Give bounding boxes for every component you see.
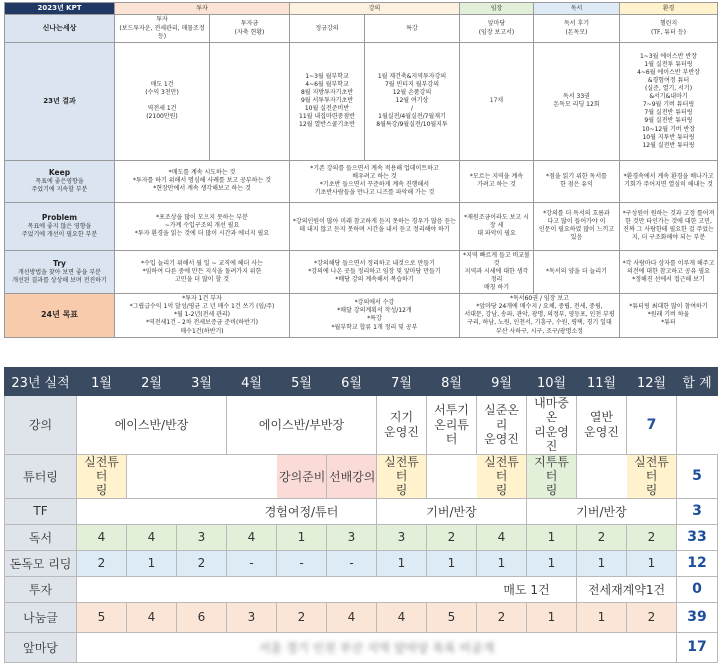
perf-month: 8월 [427, 368, 477, 396]
kpt-table [4, 2, 717, 335]
sharing-cell: 2 [627, 602, 677, 632]
tutoring-empty [577, 454, 627, 498]
reading-cell: 1 [277, 524, 327, 550]
row-label-sharing: 나눔글 [5, 602, 77, 632]
sharing-cell: 2 [477, 602, 527, 632]
kpt-keep-label [5, 160, 115, 202]
sharing-cell: 3 [227, 602, 277, 632]
perf-month: 2월 [127, 368, 177, 396]
kpt-try-env: *각 사람마다 상자를 이루게 해주고 의견에 대한 참고하고 공유 필요 *정해진 선에서 접근해 보기 [620, 250, 718, 293]
sharing-cell: 6 [177, 602, 227, 632]
kpt-goal-env: *튜터링 최대한 많이 참여하기 *원래 기버 하울 *튜터 [620, 294, 718, 337]
tf-empty [77, 498, 227, 524]
dondokmo-cell: - [277, 550, 327, 576]
kpt-problem-title: Problem [41, 213, 78, 223]
kpt-try-title: Try [53, 258, 66, 268]
kpt-keep-reading: *점을 읽기 위한 독서를 한 점은 유익 [534, 160, 620, 202]
kpt-result-challenge: 1~3월 에이스반 반장 1월 실전투 튜터링 4~6월 에이스반 부반장 &경험여정 튜터 (실준, 열기, 서기) &서기&내마기 7~9월 기버 튜터링 7월 실전반 튜터링 9월 실전반 튜터링 10~12월 기버 반장 10월 지투반 튜터링 12월 실전반 튜터링 [620, 42, 718, 160]
kpt-group-invest: 투자 [115, 3, 290, 15]
perf-corner: 23년 실적 [5, 368, 77, 396]
reading-total: 33 [677, 524, 718, 550]
kpt-group-place: 임장 [460, 3, 534, 15]
dondokmo-cell: 1 [527, 550, 577, 576]
reading-cell: 3 [177, 524, 227, 550]
tf-experience: 경험여정/튜터 [227, 498, 377, 524]
kpt-try-reading: *독서의 양을 더 늘리기 [534, 250, 620, 293]
kpt-try-desc: 개선방법을 찾아 보면 좋을 부분 개선된 결과를 상상해 보며 전진하기 [12, 268, 107, 285]
kpt-sub-place: 앞마당 (임장 보고서) [460, 15, 534, 42]
tf-giver-1: 기버/반장 [377, 498, 527, 524]
kpt-corner: 2023년 KPT [5, 3, 115, 15]
tutoring-total: 5 [677, 454, 718, 498]
dondokmo-cell: 2 [77, 550, 127, 576]
kpt-group-reading: 독서 [534, 3, 620, 15]
tutoring-empty [127, 454, 277, 498]
kpt-problem-desc: 목표에 좋지 않은 영향을 주었기에 개선이 필요한 부분 [21, 223, 98, 239]
kpt-result-place: 17채 [460, 42, 534, 160]
perf-month: 7월 [377, 368, 427, 396]
sharing-cell: 1 [527, 602, 577, 632]
invest-sale: 매도 1건 [477, 576, 577, 602]
kpt-result-special: 1월 재건축&지역투자강의 7월 빈티지 월부강의 12월 손품강의 12월 여기상 / 1월실전/4월실전/7월재기 8월특강/9월실전/10월지투 [365, 42, 460, 160]
perf-month: 4월 [227, 368, 277, 396]
tutoring-jul: 실전튜터 링 [377, 454, 427, 498]
kpt-problem-place: *재원조금이라도 보고 시장 세 대 파악이 필요 [460, 202, 534, 250]
kpt-keep-lecture: *기존 강의를 들으면서 계속 적용해 업데이트하고 배우려고 하는 것 *기초반 들으면서 꾸준하게 계속 진행해서 기초반사람들을 만나고 니즈를 파악해 가는 것 [290, 160, 460, 202]
kpt-goal-invest: *투자 1건 부자 *그립급수익 1억 달성/평균 고 년 매수 1건 쓰기 (임/주) *월 1-2년(전세 관리) *역전세1건 - 2차 전세보증금 준비(하반기) 매수1건(하반기) [115, 294, 290, 337]
sharing-cell: 4 [327, 602, 377, 632]
reading-cell: 1 [527, 524, 577, 550]
reading-cell: 3 [327, 524, 377, 550]
reading-cell: 2 [627, 524, 677, 550]
row-label-invest: 투자 [5, 576, 77, 602]
lecture-ace-subleader: 에이스반/부반장 [227, 396, 377, 455]
kpt-keep-desc: 목표에 좋은영향을 주었기에 지속할 부분 [31, 178, 88, 194]
dondokmo-cell: - [227, 550, 277, 576]
sharing-cell: 2 [277, 602, 327, 632]
kpt-keep-place: *모르는 지역을 계속 가려고 하는 것 [460, 160, 534, 202]
lecture-ace-leader: 에이스반/반장 [77, 396, 227, 455]
kpt-keep-env: *환경속에서 계속 환경을 배나가고 기회가 주어지면 열심히 해내는 것 [620, 160, 718, 202]
lecture-naema-staff: 내마중온 리운영진 [527, 396, 577, 455]
reading-cell: 4 [77, 524, 127, 550]
kpt-result-fund [210, 42, 290, 160]
kpt-keep-title: Keep [48, 168, 71, 178]
kpt-sub-reading: 독서 후기 (돈독모) [534, 15, 620, 42]
lecture-total: 7 [627, 396, 677, 455]
row-label-dondokmo: 돈독모 리딩 [5, 550, 77, 576]
tutoring-jan: 실전튜터 링 [77, 454, 127, 498]
kpt-result-reading: 독서 33권 돈독모 리딩 12회 [534, 42, 620, 160]
perf-month: 3월 [177, 368, 227, 396]
dondokmo-total: 12 [677, 550, 718, 576]
performance-table [4, 367, 717, 656]
sharing-cell: 5 [77, 602, 127, 632]
reading-cell: 4 [477, 524, 527, 550]
sharing-cell: 4 [377, 602, 427, 632]
row-label-frontyard: 앞마당 [5, 632, 77, 662]
kpt-goal-lecture: *강의에서 수강 *매달 강의계획서 작성/12개 *특강 *월부학교 합류 1개 정리 및 공부 [290, 294, 460, 337]
kpt-sub-special: 특강 [365, 15, 460, 42]
reading-cell: 3 [377, 524, 427, 550]
dondokmo-cell: 1 [377, 550, 427, 576]
sharing-cell: 5 [427, 602, 477, 632]
invest-renewal: 전세재계약1건 [577, 576, 677, 602]
perf-month: 5월 [277, 368, 327, 396]
perf-month: 11월 [577, 368, 627, 396]
kpt-result-regular: 1~3월 월부학교 4~6월 월부학교 8월 지방투자기초반 9월 서투투자기초반 10월 실전준비반 11월 내집마련중점반 12월 열반스쿨기초반 [290, 42, 365, 160]
kpt-try-lecture: *강의해당 들으면서 정리하고 내것으로 만들기 *강의에 나온 곳들 정리하고 임장 및 앞마당 만들기 *배당 강의 계속해서 복습하기 [290, 250, 460, 293]
perf-month: 12월 [627, 368, 677, 396]
invest-empty [77, 576, 477, 602]
dondokmo-cell: - [327, 550, 377, 576]
reading-cell: 4 [127, 524, 177, 550]
dondokmo-cell: 2 [177, 550, 227, 576]
lecture-jigi-staff: 지기 운영진 [377, 396, 427, 455]
kpt-sub-regular: 정규강의 [290, 15, 365, 42]
tutoring-sep: 실전튜터 링 [477, 454, 527, 498]
dondokmo-cell: 1 [477, 550, 527, 576]
sharing-cell: 4 [127, 602, 177, 632]
reading-cell: 2 [577, 524, 627, 550]
kpt-try-place: *지역 빠르게 들고 비교볼것 지역과 시세에 대한 생각 정리 매칭 하기 [460, 250, 534, 293]
kpt-result-label: 23년 결과 [5, 42, 115, 160]
lecture-yeolban-staff: 열반 운영진 [577, 396, 627, 455]
kpt-sub-invest: 투자 (보드투자운, 전세관리, 매물조정 등) [115, 15, 210, 42]
kpt-try-label [5, 250, 115, 293]
kpt-keep-invest: *매도를 계속 시도하는 것 *투자를 하기 위해서 명심해 사례를 보고 공부하는 것 *현장만에서 계속 생각해보고 하는 것 [115, 160, 290, 202]
frontyard-total: 17 [677, 632, 718, 662]
kpt-try-invest: *수입 늘리기 위해서 월 일 ~ 교직에 헤더 사는 *임하여 다른 중에 만든 지식을 돌려가지 위한 고민을 더 많이 할 것 [115, 250, 290, 293]
kpt-user-name: 신나는세상 [5, 15, 115, 42]
tf-total: 3 [677, 498, 718, 524]
dondokmo-cell: 1 [127, 550, 177, 576]
invest-total: 0 [677, 576, 718, 602]
tutoring-oct: 지투튜터 링 [527, 454, 577, 498]
reading-cell: 2 [427, 524, 477, 550]
kpt-problem-invest: *포조상을 많이 모으지 못하는 부분 ~가계 수입구조의 개선 필요 *투자 환경을 읽는 것에 더 많이 시간과 에너지 필요 [115, 202, 290, 250]
dondokmo-cell: 1 [577, 550, 627, 576]
row-label-lecture: 강의 [5, 396, 77, 455]
lecture-siljun-staff: 실준온리 운영진 [477, 396, 527, 455]
tf-giver-2: 기버/반장 [527, 498, 677, 524]
reading-cell: 4 [227, 524, 277, 550]
frontyard-blurred: 서울 경기 인천 부산 지역 앞마당 목록 비공개 [77, 632, 677, 662]
lecture-seotugi-tutor: 서투기 온리튜터 [427, 396, 477, 455]
kpt-problem-env: *구성원이 원하는 것과 고정 틀어져 한 것만 타인가는 것에 대한 고민, 진짜 그 사람한테 필요한 걸 주었는 지, 더 구조화해야 되는 부분 [620, 202, 718, 250]
perf-month: 6월 [327, 368, 377, 396]
sharing-total: 39 [677, 602, 718, 632]
kpt-group-environment: 환경 [620, 3, 718, 15]
tutoring-empty [427, 454, 477, 498]
row-label-tf: TF [5, 498, 77, 524]
perf-month: 9월 [477, 368, 527, 396]
dondokmo-cell: 1 [427, 550, 477, 576]
kpt-goal-place: *독서60권 / 임장 보고 *앞마당 24개에 매수지 / 요체, 중립, 전세, 중림, 서대문, 강남, 송파, 관악, 광명, 의정부, 영등포, 인천 부평 구리, 하남, 노원, 인천서, 기흥구, 수원, 평택, 경기 일대 부산 사하구, 시구, 조구/광명소정 [460, 294, 620, 337]
kpt-problem-label [5, 202, 115, 250]
kpt-group-lecture: 강의 [290, 3, 460, 15]
kpt-sub-challenge: 챌린지 (TF, 튜터 등) [620, 15, 718, 42]
kpt-result-invest: 매도 1건 (수익 3천만) 역전세 1건 (2100만원) [115, 42, 210, 160]
tutoring-prep: 강의준비 [277, 454, 327, 498]
kpt-problem-lecture: *강의인원이 많아 미래 참고하게 듣지 못하는 경우가 많음 듣는 데 내지 않고 듣지 못하며 시간을 내서 듣고 정리해야 하기 [290, 202, 460, 250]
perf-month: 10월 [527, 368, 577, 396]
row-label-tutoring: 튜터링 [5, 454, 77, 498]
sharing-cell: 1 [577, 602, 627, 632]
kpt-sub-fund: 투자금 (자축 현황) [210, 15, 290, 42]
tutoring-dec: 실전튜터 링 [627, 454, 677, 498]
perf-total-header: 합 계 [677, 368, 718, 396]
dondokmo-cell: 1 [627, 550, 677, 576]
tutoring-senior: 선배강의 [327, 454, 377, 498]
perf-month: 1월 [77, 368, 127, 396]
kpt-problem-reading: *강의를 더 독서의 흐름과 다고 많이 들어가야 이 인문이 필요하였 많이 느끼고 있음 [534, 202, 620, 250]
kpt-goal-label: 24년 목표 [5, 294, 115, 337]
row-label-reading: 독서 [5, 524, 77, 550]
